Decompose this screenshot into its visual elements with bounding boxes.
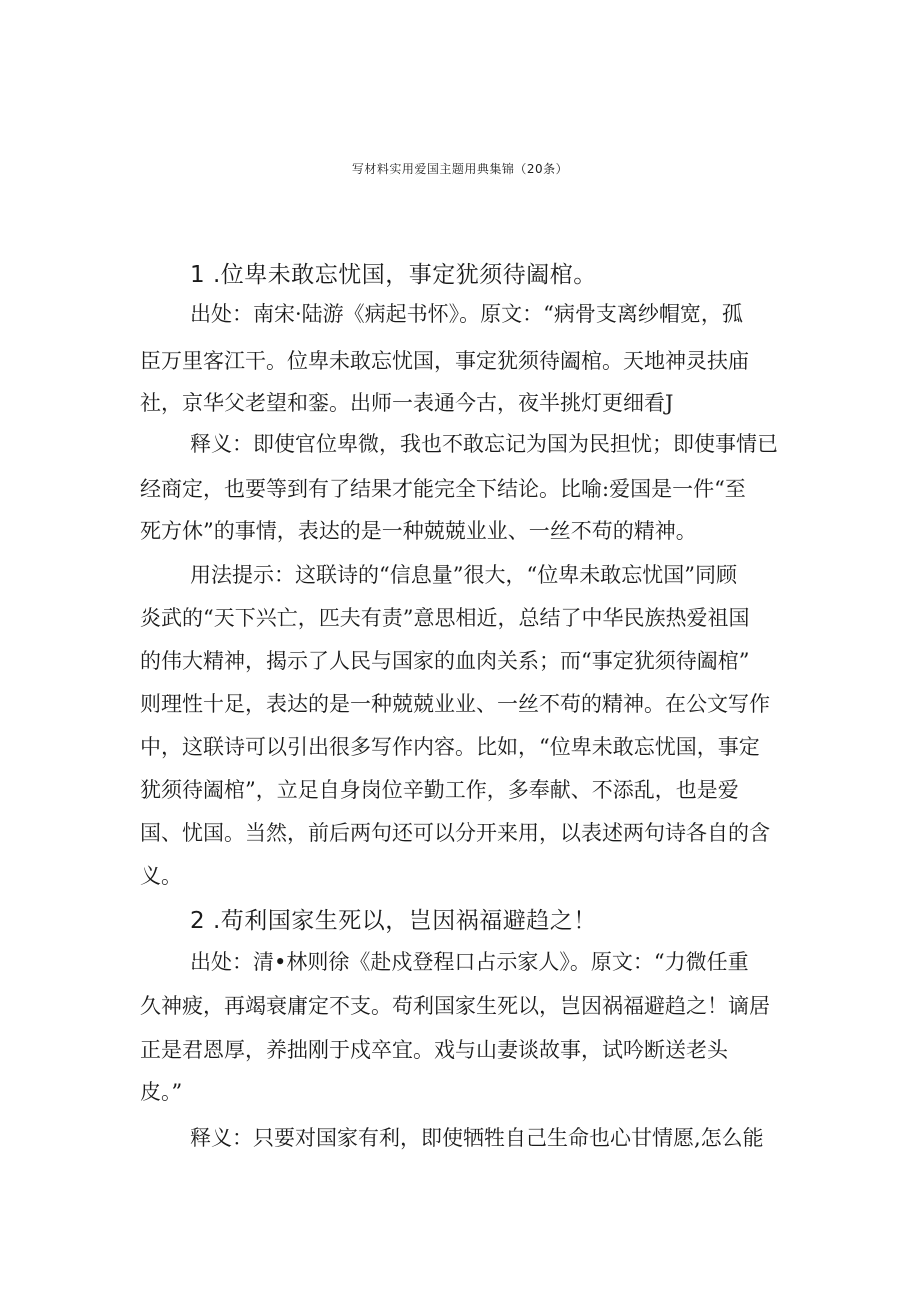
entry-1-usage-line-6: 犹须待阖棺”，立足自身岗位辛勤工作，多奉献、不添乱，也是爱 [140, 778, 739, 802]
entry-1-heading: 1 .位卑未敢忘忧国，事定犹须待阖棺。 [190, 262, 597, 288]
document-title: 写材料实用爱国主题用典集锦（20条） [351, 162, 569, 176]
entry-2-source-line-2: 久神疲，再竭衰庸定不支。苟利国家生死以，岂因祸福避趋之！谪居 [140, 994, 770, 1018]
entry-1-usage-line-4: 则理性十足，表达的是一种兢兢业业、一丝不苟的精神。在公文写作 [140, 692, 770, 716]
entry-1-source-line-1: 出处：南宋·陆游《病起书怀》。原文：“病骨支离纱帽宽，孤 [190, 302, 743, 326]
entry-1-meaning-line-3: 死方休”的事情，表达的是一种兢兢业业、一丝不苟的精神。 [140, 519, 697, 543]
entry-2-source-line-3: 正是君恩厚，养拙刚于戍卒宜。戏与山妻谈故事，试吟断送老头 [140, 1038, 728, 1062]
entry-1-usage-line-7: 国、忧国。当然，前后两句还可以分开来用，以表述两句诗各自的含 [140, 821, 770, 845]
entry-1-usage-line-8: 义。 [140, 864, 182, 888]
entry-1-source-line-3: 社，京华父老望和銮。出师一表通今古，夜半挑灯更细看J [140, 391, 674, 415]
entry-2-meaning-line-1: 释义：只要对国家有利，即使牺牲自己生命也心甘情愿,怎么能 [190, 1126, 764, 1150]
entry-1-usage-line-3: 的伟大精神，揭示了人民与国家的血肉关系；而“事定犹须待阖棺” [140, 649, 750, 673]
entry-1-usage-line-1: 用法提示：这联诗的“信息量”很大，“位卑未敢忘忧国”同顾 [190, 563, 737, 587]
entry-1-meaning-line-1: 释义：即使官位卑微，我也不敢忘记为国为民担忧；即使事情已 [190, 432, 778, 456]
entry-1-source-line-2: 臣万里客江干。位卑未敢忘忧国，事定犹须待阖棺。天地神灵扶庙 [140, 349, 749, 373]
entry-2-source-line-1: 出处：清•林则徐《赴戍登程口占示家人》。原文：“力微任重 [190, 950, 749, 974]
entry-2-heading: 2 .苟利国家生死以，岂因祸福避趋之！ [190, 908, 597, 934]
entry-1-usage-line-2: 炎武的“天下兴亡，匹夫有责”意思相近，总结了中华民族热爱祖国 [140, 606, 750, 630]
entry-1-meaning-line-2: 经商定，也要等到有了结果才能完全下结论。比喻:爱国是一件“至 [140, 477, 746, 501]
entry-1-usage-line-5: 中，这联诗可以引出很多写作内容。比如，“位卑未敢忘忧国，事定 [140, 735, 760, 759]
entry-2-source-line-4: 皮。” [140, 1080, 183, 1104]
